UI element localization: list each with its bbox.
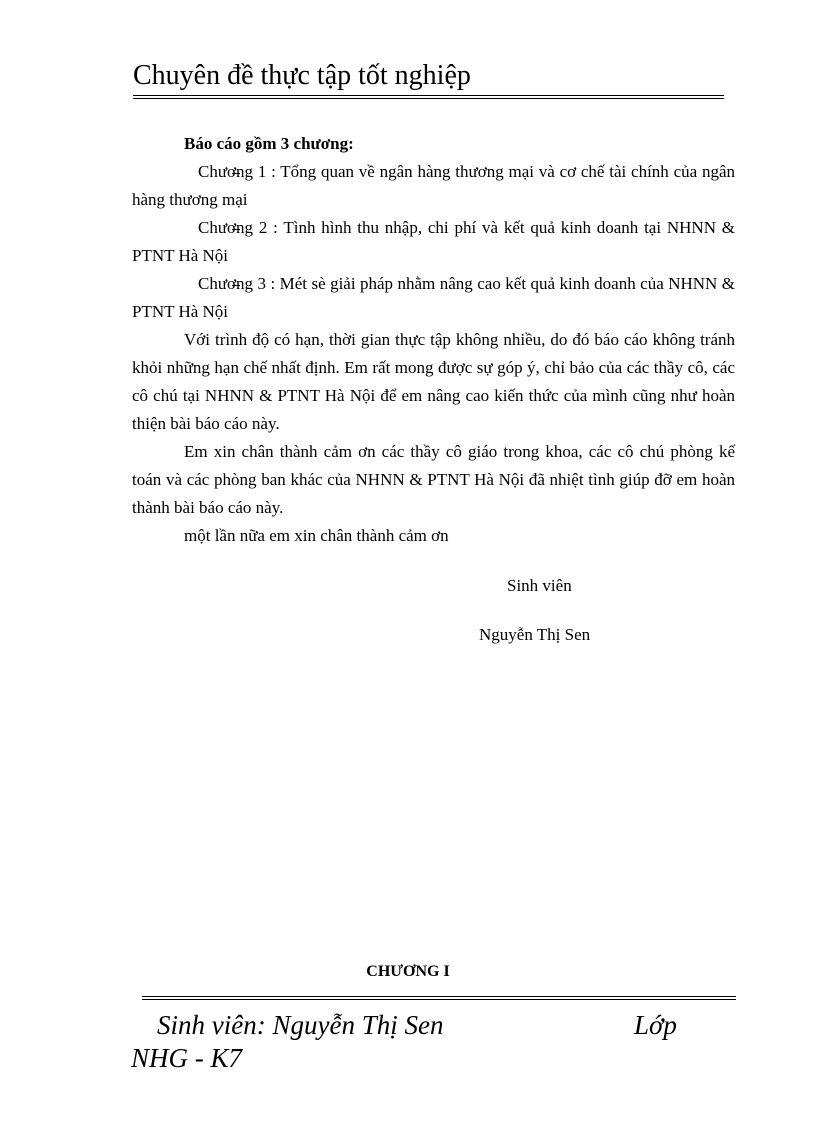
paragraph-closing: một lần nữa em xin chân thành cảm ơn [184,526,449,545]
footer-class-label: Lớp [634,1010,677,1040]
header-rule [133,95,724,99]
chapter-3-text: Chương 3 : Mét sè giải pháp nhằm nâng cao kết quả kinh doanh của NHNN & PTNT Hà Nội [132,274,735,321]
chapter-2-text: Chương 2 : Tình hình thu nhập, chi phí và kết quả kinh doanh tại NHNN & PTNT Hà Nội [132,218,735,265]
chapter-1-text: Chương 1 : Tổng quan về ngân hàng thương mại và cơ chế tài chính của ngân hàng thương mại [132,162,735,209]
paragraph-thanks: Em xin chân thành cảm ơn các thầy cô giáo trong khoa, các cô chú phòng kế toán và các phòng ban khác của NHNN & PTNT Hà Nội đã nhiệt tình giúp đỡ em hoàn thành bài báo cáo này. [132,442,735,517]
footer-student: Sinh viên: Nguyễn Thị Sen [157,1010,444,1040]
chapter-1-item [132,158,735,214]
report-heading: Báo cáo gồm 3 chương: [184,134,354,153]
dash-marker [182,158,194,186]
chapter-heading: CHƯƠNG I [366,963,450,980]
report-body [132,130,735,550]
chapter-2-item [132,214,735,270]
header-title: Chuyên đề thực tập tốt nghiệp [133,60,471,91]
footer-rule [142,996,736,1000]
signature-role: Sinh viên [507,576,572,595]
footer-class-value: NHG - K7 [131,1043,243,1073]
dash-marker [182,214,194,242]
paragraph-limitations: Với trình độ có hạn, thời gian thực tập không nhiều, do đó báo cáo không tránh khỏi những hạn chế nhất định. Em rất mong được sự góp ý, chỉ bảo của các thầy cô, các cô chú tại NHNN & PTNT Hà Nội để em nâng cao kiến thức của mình cũng như hoàn thiện bài báo cáo này. [132,330,735,433]
chapter-3-item [132,270,735,326]
dash-marker [182,270,194,298]
signature-name: Nguyễn Thị Sen [479,625,591,644]
